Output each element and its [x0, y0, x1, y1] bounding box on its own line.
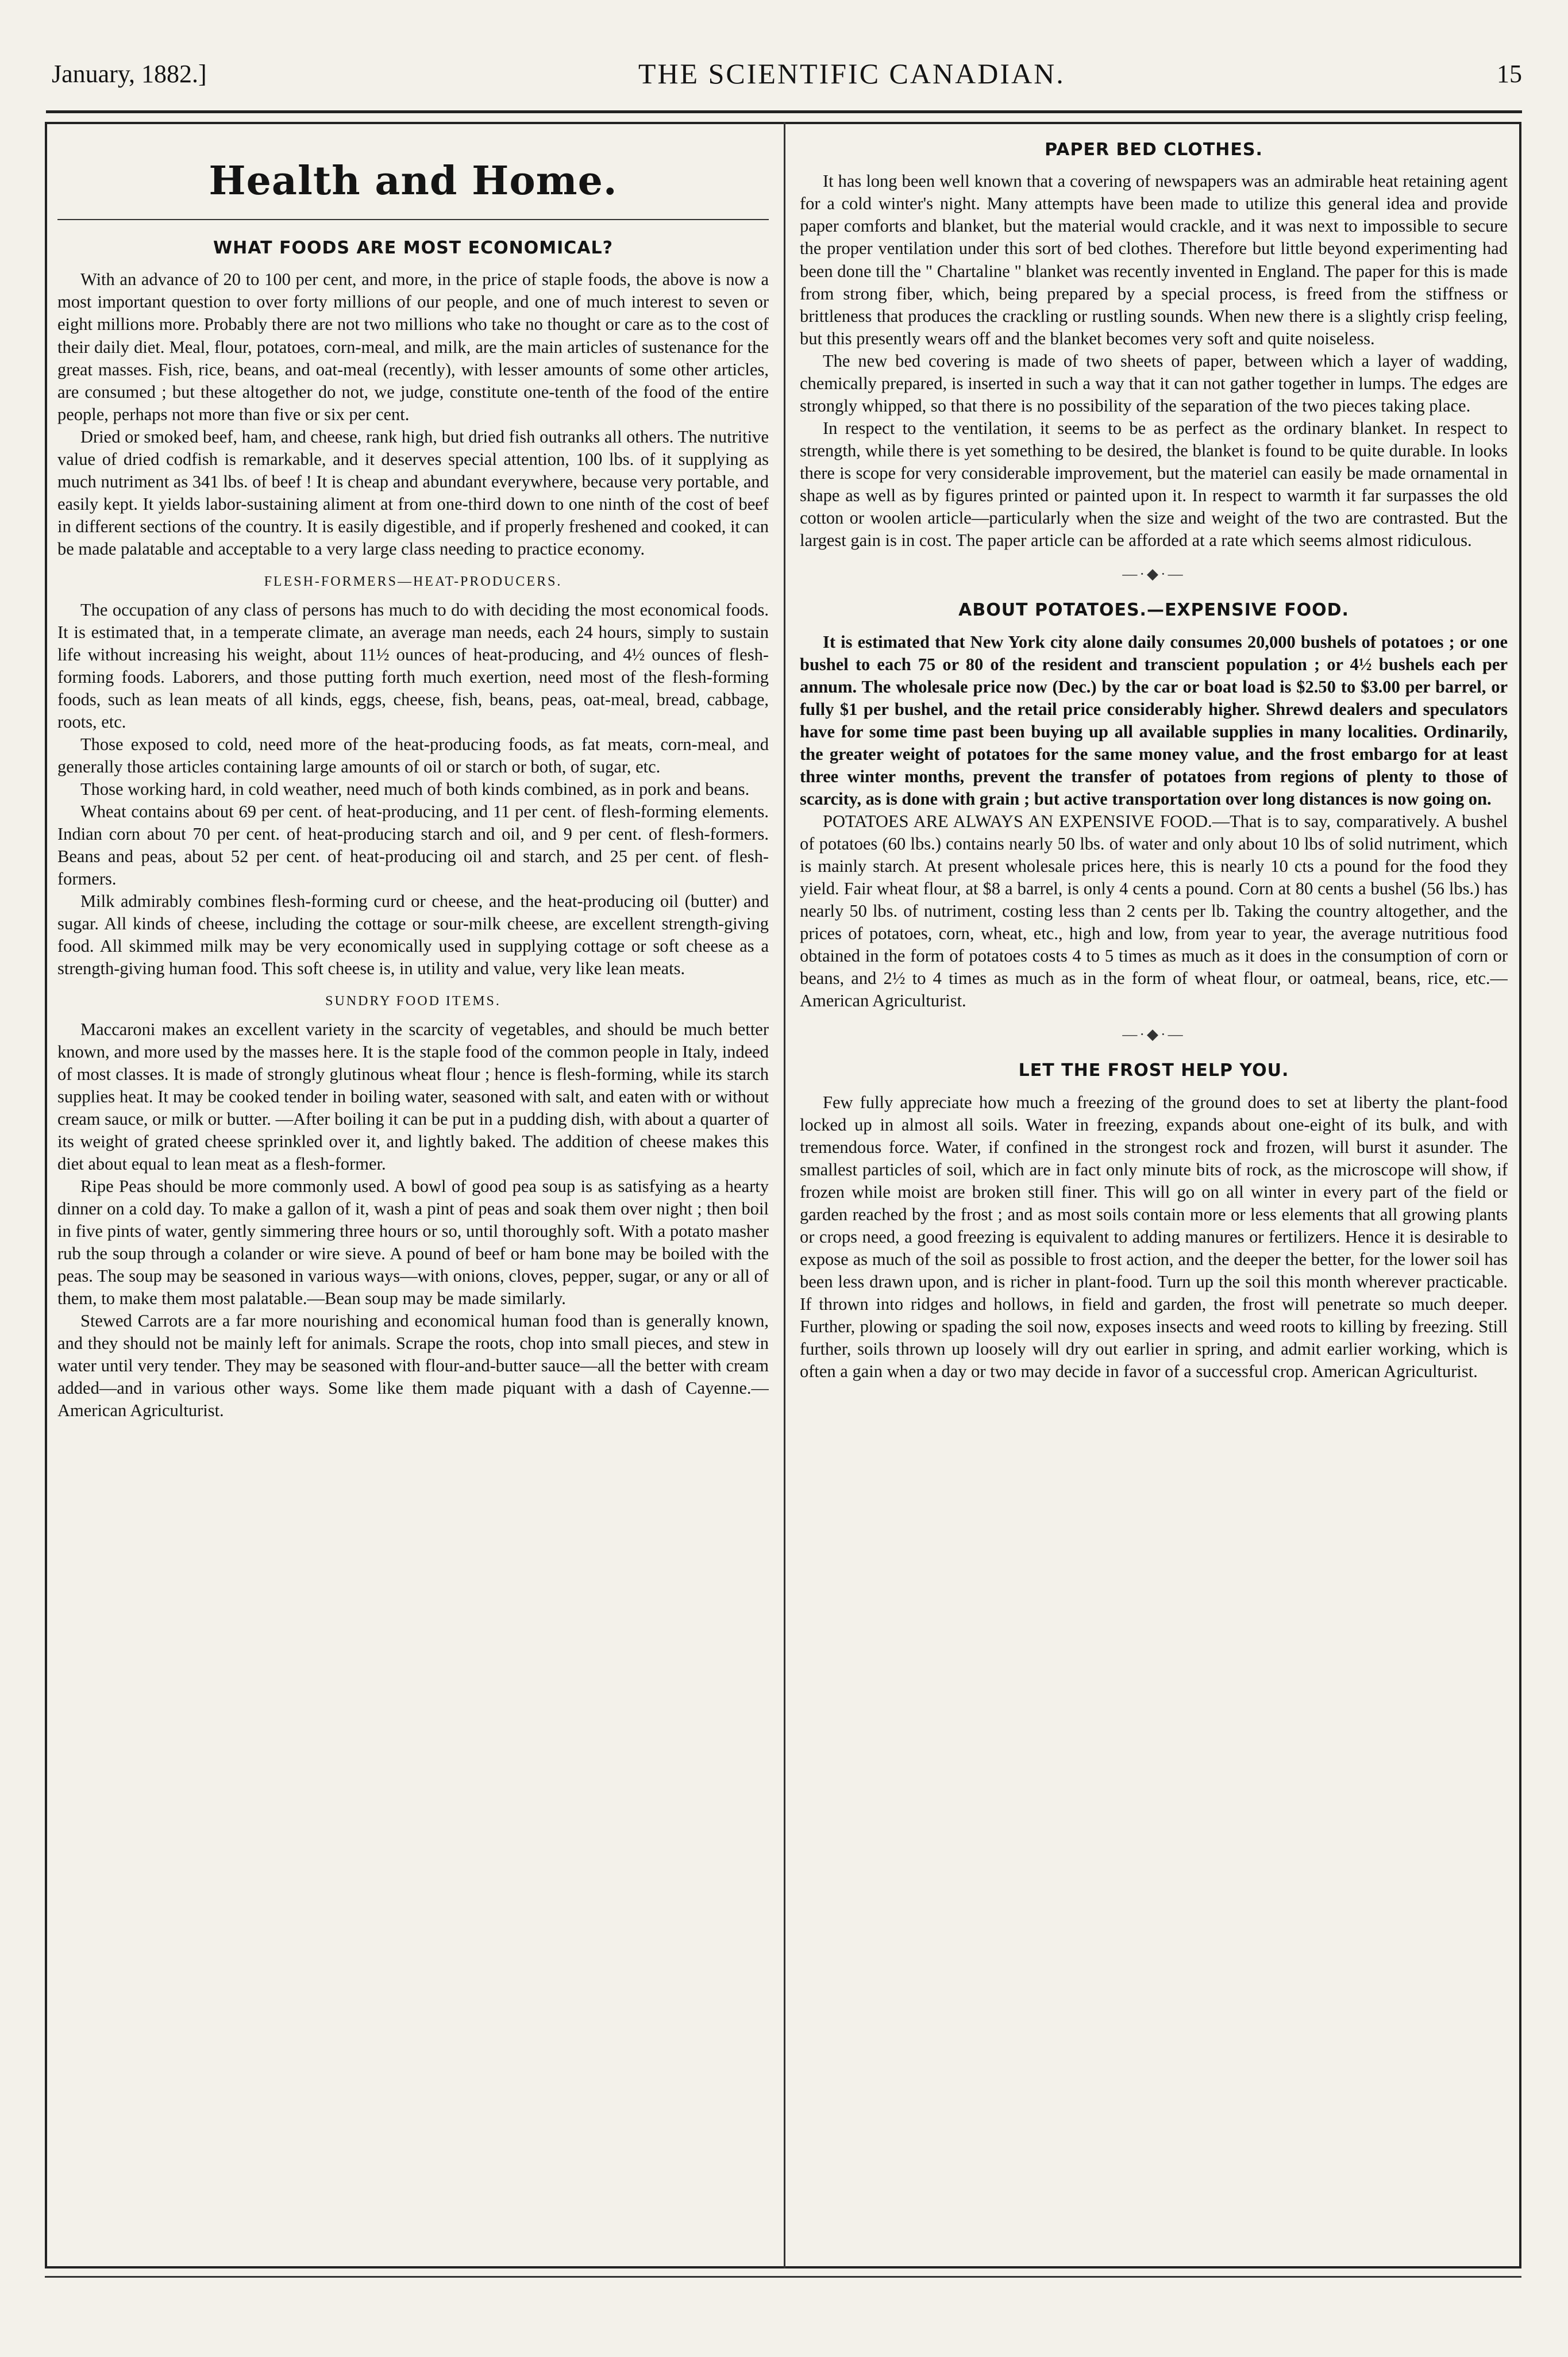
paragraph: Stewed Carrots are a far more nourishing and economical human food than is generally known, and they should not be mainly left for animals. Scrape the roots, chop into small pieces, and stew in water until very tender. They may be seasoned with flour-and-butter sauce—all the better with cream added—and in various other ways. Some like them made piquant with a dash of Cayenne.—American Agriculturist.: [57, 1311, 769, 1421]
article-title-paper-bed-clothes: PAPER BED CLOTHES.: [1045, 140, 1263, 160]
ornament-separator: —·◆·—: [1122, 1026, 1185, 1043]
section-title: Health and Home.: [209, 158, 618, 204]
paragraph: In respect to the ventilation, it seems to be as perfect as the ordinary blanket. In respect to strength, while there is yet something to be desired, the blanket is found to be quite durable. In looks there is scope for very considerable improvement, but the materiel can easily be made ornamental in shape as well as by figures printed or painted upon it. In respect to warmth it far surpasses the old cotton or woolen article—particularly when the size and weight of the two are contrasted. But the largest gain is in cost. The paper article can be afforded at a rate which seems almost ridiculous.: [800, 418, 1508, 550]
running-head: [52, 56, 1522, 91]
magazine-title: THE SCIENTIFIC CANADIAN.: [638, 57, 1065, 90]
paragraph: Wheat contains about 69 per cent. of heat-producing, and 11 per cent. of flesh-forming elements. Indian corn about 70 per cent. of heat-producing starch and oil, and 9 per cent. of flesh-formers. Beans and peas, about 52 per cent. of heat-producing oil and starch, and 25 per cent. of flesh-formers.: [57, 801, 769, 889]
bottom-rule: [45, 2276, 1521, 2278]
ornament-separator: —·◆·—: [1122, 565, 1185, 582]
paragraph: With an advance of 20 to 100 per cent, and more, in the price of staple foods, the above is now a most important question to over forty millions of our people, and one of much interest to seven or eight millions more. Probably there are not two millions who take no thought or care as to the cost of their daily diet. Meal, flour, potatoes, corn-meal, and milk, are the main articles of sustenance for the great masses. Fish, rice, beans, and oat-meal (recently), with lesser amounts of some other articles, are consumed ; but these altogether do not, we judge, constitute one-tenth of the food of the entire people, perhaps not more than five or six per cent.: [57, 270, 769, 424]
article-title-economical-foods: WHAT FOODS ARE MOST ECONOMICAL?: [213, 238, 613, 259]
paragraph: Milk admirably combines flesh-forming curd or cheese, and the heat-producing oil (butter) and sugar. All kinds of cheese, including the cottage or sour-milk cheese, are excellent strength-giving food. All skimmed milk may be very economically used in supplying cottage or soft cheese as a strength-giving human food. This soft cheese is, in utility and value, very like lean meats.: [57, 891, 769, 979]
paragraph: It has long been well known that a covering of newspapers was an admirable heat retaining agent for a cold winter's night. Many attempts have been made to utilize this general idea and provide paper comforts and blanket, but the material would crackle, and it was next to impossible to secure the proper ventilation under this sort of bed clothes. Therefore but little beyond experimenting had been done till the " Chartaline " blanket was recently invented in England. The paper for this is made from strong fiber, which, being prepared by a special process, is freed from the stiffness or brittleness that produces the crackling or rustling sounds. When new there is a slightly crisp feeling, but this presently wears off and the blanket becomes very soft and quite noiseless.: [800, 171, 1508, 348]
left-column: [57, 136, 769, 2259]
paragraph: POTATOES ARE ALWAYS AN EXPENSIVE FOOD.—That is to say, comparatively. A bushel of potatoes (60 lbs.) contains nearly 50 lbs. of water and only about 10 lbs of solid nutriment, which is mainly starch. At present wholesale prices here, this is nearly 10 cts a pound for the food they yield. Fair wheat flour, at $8 a barrel, is only 4 cents a pound. Corn at 80 cents a bushel (56 lbs.) has nearly 50 lbs. of nutriment, costing less than 2 cents per lb. Taking the country altogether, and the prices of potatoes, corn, wheat, etc., high and low, from year to year, the average nutritious food obtained in the form of potatoes costs 4 to 5 times as much as it does in the consumption of corn or beans, and 2½ to 4 times as much as in the form of wheat flour, or oatmeal, beans, rice, etc.—American Agriculturist.: [800, 811, 1508, 1011]
page-number: 15: [1496, 59, 1522, 88]
paragraph: Dried or smoked beef, ham, and cheese, rank high, but dried fish outranks all others. The nutritive value of dried codfish is remarkable, and it deserves special attention, 100 lbs. of it supplying as much nutriment as 341 lbs. of beef ! It is cheap and abundant everywhere, because very portable, and easily kept. It yields labor-sustaining aliment at from one-third down to one ninth of the cost of beef in different sections of the country. It is easily digestible, and if properly freshened and cooked, it can be made palatable and acceptable to a very large class needing to practice economy.: [57, 426, 769, 559]
paragraph: Those working hard, in cold weather, need much of both kinds combined, as in pork and beans.: [80, 779, 750, 799]
column-divider: [784, 122, 785, 2268]
paragraph: Maccaroni makes an excellent variety in the scarcity of vegetables, and should be much better known, and more used by the masses here. It is the staple food of the common people in Italy, indeed of most classes. It is made of strongly glutinous wheat flour ; hence is flesh-forming, while its starch supplies heat. It may be cooked tender in boiling water, seasoned with salt, and eaten with or without cream sauce, or milk or butter. —After boiling it can be put in a pudding dish, with about a quarter of its weight of grated cheese sprinkled over it, and lightly baked. The addition of cheese makes this diet about equal to lean meat as a flesh-former.: [57, 1019, 769, 1174]
header-rule: [46, 110, 1522, 113]
paragraph: Few fully appreciate how much a freezing of the ground does to set at liberty the plant-food locked up in almost all soils. Water in freezing, expands about one-eight of its bulk, and with tremendous force. Water, if confined in the strongest rock and frozen, will burst it asunder. The smallest particles of soil, which are in fact only minute bits of rock, as the microscope will show, if frozen while moist are broken still finer. This will go on all winter in every part of the field or garden reached by the frost ; and as most soils contain more or less elements that all growing plants or crops need, a good freezing is equivalent to adding manures or fertilizers. Hence it is desirable to expose as much of the soil as possible to frost action, and the deeper the better, for the lower soil has been less drawn upon, and is richer in plant-food. Turn up the soil this month wherever practicable. If thrown into ridges and hollows, in field and garden, the frost will penetrate so much deeper. Further, plowing or spading the soil now, exposes insects and weed roots to killing by freezing. Still further, soils thrown up loosely will dry out earlier in spring, and admit earlier working, which is often a gain when a day or two may decide in favor of a successful crop. American Agriculturist.: [800, 1092, 1508, 1382]
paragraph: The new bed covering is made of two sheets of paper, between which a layer of wadding, chemically prepared, is inserted in such a way that it can not gather together in lumps. The edges are strongly whipped, so that there is no possibility of the separation of the two pieces taking place.: [800, 351, 1508, 416]
right-column: [800, 136, 1508, 2259]
subheading-sundry-food: SUNDRY FOOD ITEMS.: [325, 994, 501, 1009]
section-title-rule: [57, 219, 769, 220]
subheading-flesh-formers: FLESH-FORMERS—HEAT-PRODUCERS.: [264, 574, 563, 589]
paragraph: Those exposed to cold, need more of the heat-producing foods, as fat meats, corn-meal, and generally those articles containing large amounts of oil or starch or both, of sugar, etc.: [57, 734, 769, 776]
article-title-potatoes: ABOUT POTATOES.—EXPENSIVE FOOD.: [958, 600, 1349, 621]
paragraph: It is estimated that New York city alone daily consumes 20,000 bushels of potatoes ; or one bushel to each 75 or 80 of the resident and transcient population ; or 4½ bushels each per annum. The wholesale price now (Dec.) by the car or boat load is $2.50 to $3.00 per barrel, or fully $1 per bushel, and the retail price considerably higher. Shrewd dealers and speculators have for some time past been buying up all available supplies in many localities. Ordinarily, the greater weight of potatoes for the same money value, and the frost embargo for at least three winter months, prevent the transfer of potatoes from regions of plenty to those of scarcity, as is done with grain ; but active transportation over long distances is now going on.: [800, 632, 1508, 809]
issue-date: January, 1882.]: [52, 59, 207, 88]
paragraph: The occupation of any class of persons has much to do with deciding the most economical foods. It is estimated that, in a temperate climate, an average man needs, each 24 hours, simply to sustain life without increasing his weight, about 11½ ounces of heat-producing, and 4½ ounces of flesh-forming foods. Laborers, and those putting forth much exertion, need most of the flesh-forming foods, such as lean meats of all kinds, eggs, cheese, fish, beans, peas, oat-meal, bread, cabbage, roots, etc.: [57, 599, 769, 732]
article-title-frost: LET THE FROST HELP YOU.: [1018, 1060, 1289, 1081]
paragraph: Ripe Peas should be more commonly used. A bowl of good pea soup is as satisfying as a hearty dinner on a cold day. To make a gallon of it, wash a pint of peas and soak them over night ; then boil in five pints of water, gently simmering three hours or so, until thoroughly soft. With a potato masher rub the soup through a colander or wire sieve. A pound of beef or ham bone may be boiled with the peas. The soup may be seasoned in various ways—with onions, cloves, pepper, sugar, or any or all of them, to make them most palatable.—Bean soup may be made similarly.: [57, 1176, 769, 1309]
